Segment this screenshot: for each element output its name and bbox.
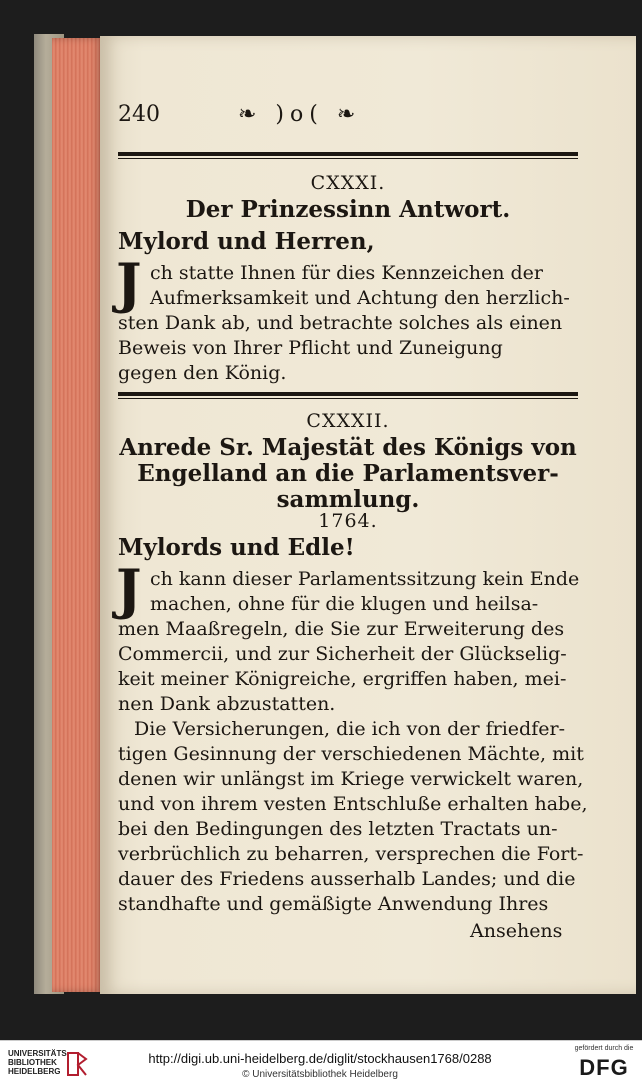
running-head: [118, 102, 578, 136]
text-line: standhafte und gemäßigte Anwendung Ihres: [118, 893, 549, 915]
institution-name-line: UNIVERSITÄTS-: [8, 1049, 70, 1058]
text-line: machen, ohne für die klugen und heilsa-: [150, 593, 539, 615]
page-edge-red: [52, 38, 104, 992]
text-line: Aufmerksamkeit und Achtung den herzlich-: [150, 287, 570, 309]
section-numeral: CXXXI.: [310, 172, 386, 194]
text-line: dauer des Friedens ausserhalb Landes; und die: [118, 868, 576, 890]
page-number: 240: [118, 102, 160, 127]
section-numeral: CXXXII.: [306, 410, 390, 432]
viewer-footer: [0, 1040, 642, 1087]
text-line: sten Dank ab, und betrachte solches als einen: [118, 312, 563, 334]
institution-name-line: BIBLIOTHEK: [8, 1058, 57, 1067]
institution-name: [8, 1049, 69, 1076]
text-line: men Maaßregeln, die Sie zur Erweiterung des: [118, 618, 565, 640]
double-rule: [118, 392, 578, 400]
double-rule: [118, 152, 578, 160]
ornament-fleuron-icon: ❧ )o( ❧: [238, 102, 362, 127]
year: 1764.: [318, 510, 378, 532]
university-seal-icon: [66, 1051, 88, 1077]
text-line: nen Dank abzustatten.: [118, 693, 336, 715]
salutation: Mylords und Edle!: [118, 534, 355, 561]
dfg-logo[interactable]: DFG: [579, 1055, 629, 1080]
text-line: ch kann dieser Parlamentssitzung kein Ende: [150, 568, 580, 590]
text-line: keit meiner Königreiche, ergriffen haben, mei-: [118, 668, 567, 690]
drop-cap: J: [116, 557, 142, 621]
copyright-notice: © Universitätsbibliothek Heidelberg: [242, 1069, 398, 1080]
section-title: Der Prinzessinn Antwort.: [185, 196, 511, 223]
funding-note: gefördert durch die: [574, 1045, 634, 1052]
text-line: verbrüchlich zu beharren, versprechen die Fort-: [118, 843, 584, 865]
text-line: und von ihrem vesten Entschluße erhalten habe,: [118, 793, 588, 815]
text-line: Beweis von Ihrer Pflicht und Zuneigung: [118, 337, 503, 359]
section-title-line: Anrede Sr. Majestät des Königs von: [119, 434, 577, 461]
text-line: gegen den König.: [118, 362, 287, 384]
text-line: tigen Gesinnung der verschiedenen Mächte, mit: [118, 743, 584, 765]
text-line: denen wir unlängst im Kriege verwickelt waren,: [118, 768, 584, 790]
text-line: Commercii, und zur Sicherheit der Glückselig-: [118, 643, 567, 665]
university-library-logo[interactable]: [8, 1049, 128, 1081]
text-line: bei den Bedingungen des letzten Tractats un-: [118, 818, 558, 840]
drop-cap: J: [116, 251, 142, 315]
section-title-line: sammlung.: [276, 486, 420, 513]
section-title-line: Engelland an die Parlamentsver-: [137, 460, 559, 487]
permalink-url[interactable]: http://digi.ub.uni-heidelberg.de/diglit/stockhausen1768/0288: [148, 1051, 492, 1066]
catchword: Ansehens: [470, 920, 563, 942]
salutation: Mylord und Herren,: [118, 228, 375, 255]
text-line: ch statte Ihnen für dies Kennzeichen der: [150, 262, 543, 284]
institution-name-line: HEIDELBERG: [8, 1067, 61, 1076]
text-line: Die Versicherungen, die ich von der friedfer-: [134, 718, 565, 740]
